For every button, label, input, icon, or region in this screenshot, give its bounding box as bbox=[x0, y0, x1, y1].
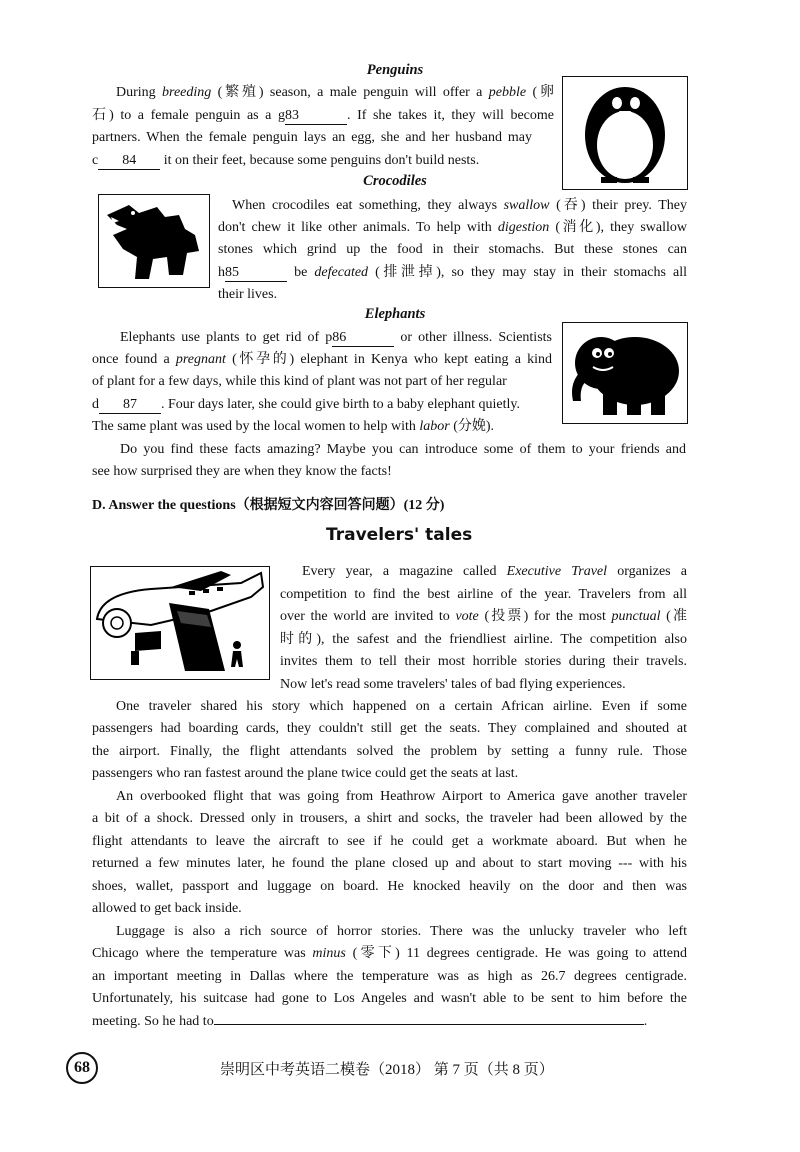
page-footer: 崇明区中考英语二模卷（2018） 第 7 页（共 8 页） bbox=[220, 1062, 554, 1078]
italic-term: breeding bbox=[162, 85, 212, 100]
tales-para3-line-4: returned a few minutes later, he found the plane closed up and about to start moving --- with his bbox=[92, 856, 687, 871]
crocodiles-line-1: When crocodiles eat something, they always swallow (吞) their prey. They bbox=[232, 198, 687, 213]
italic-term: Executive Travel bbox=[506, 564, 608, 579]
answer-line[interactable] bbox=[214, 1024, 644, 1025]
tales-para2-line-1: One traveler shared his story which happened on a certain African airline. Even if some bbox=[116, 699, 687, 714]
penguins-title: Penguins bbox=[366, 62, 424, 78]
answer-blank[interactable]: 85 bbox=[225, 265, 287, 282]
tales-para2-line-2: passengers had boarding cards, they couldn't still get the seats. They complained and shouted at bbox=[92, 721, 687, 736]
tales-para4-line-2: Chicago where the temperature was minus (零下) 11 degrees centigrade. He was going to attend bbox=[92, 946, 687, 961]
penguins-line-3: partners. When the female penguin lays an egg, she and her husband may bbox=[92, 130, 532, 145]
crocodiles-line-4: h85 be defecated (排泄掉), so they may stay in their stomachs all bbox=[218, 265, 687, 280]
answer-blank[interactable]: 83 bbox=[285, 108, 347, 125]
elephant-illustration bbox=[562, 322, 688, 424]
tales-para3-line-3: flight attendants to leave the aircraft to see if he could get a workmate aboard. But when he bbox=[92, 834, 687, 849]
tales-para4-line-4: Unfortunately, his suitcase had gone to Los Angeles and wasn't able to be sent to him before the bbox=[92, 991, 687, 1006]
elephants-line-5: The same plant was used by the local women to help with labor (分娩). bbox=[92, 419, 495, 434]
italic-term: vote bbox=[455, 609, 479, 624]
tales-title: Travelers' tales bbox=[326, 525, 473, 545]
tales-intro-line-2: competition to find the best airline of the year. Travelers from all bbox=[280, 587, 687, 602]
tales-para3-line-2: a bit of a shock. Dressed only in trousers, a shirt and socks, the traveler had been allowed by the bbox=[92, 811, 687, 826]
penguin-illustration bbox=[562, 76, 688, 190]
page-number-badge: 68 bbox=[66, 1052, 98, 1084]
tales-para4-line-3: an important meeting in Dallas where the temperature was as high as 26.7 degrees centigrade. bbox=[92, 969, 687, 984]
crocodiles-title: Crocodiles bbox=[363, 173, 427, 189]
tales-para3-line-1: An overbooked flight that was going from Heathrow Airport to America gave another traveler bbox=[116, 789, 687, 804]
tales-intro-line-5: invites them to tell their most horrible stories during their travels. bbox=[280, 654, 687, 669]
tales-para3-line-6: allowed to get back inside. bbox=[92, 901, 242, 916]
italic-term: minus bbox=[312, 946, 346, 961]
elephants-line-4: d 87 . Four days later, she could give birth to a baby elephant quietly. bbox=[92, 397, 520, 412]
answer-blank[interactable]: 87 bbox=[99, 397, 161, 414]
italic-term: labor bbox=[419, 419, 450, 434]
italic-term: swallow bbox=[503, 198, 550, 213]
crocodile-illustration bbox=[98, 194, 210, 288]
crocodiles-line-3: stones which grind up the food in their stomachs. But these stones can bbox=[218, 242, 687, 257]
penguins-line-1: During breeding (繁殖) season, a male penguin will offer a pebble (卵 bbox=[116, 85, 554, 100]
penguins-line-4: c 84 it on their feet, because some penguins don't build nests. bbox=[92, 153, 480, 168]
elephants-line-3: of plant for a few days, while this kind of plant was not part of her regular bbox=[92, 374, 507, 389]
answer-blank[interactable]: 84 bbox=[98, 153, 160, 170]
tales-intro-line-6: Now let's read some travelers' tales of bad flying experiences. bbox=[280, 677, 626, 692]
tales-intro-line-4: 时的), the safest and the friendliest airline. The competition also bbox=[280, 632, 687, 647]
closing-line-2: see how surprised they are when they know the facts! bbox=[92, 464, 392, 479]
italic-term: pregnant bbox=[175, 352, 226, 367]
tales-para2-line-4: passengers who ran fastest around the plane twice could get the seats at last. bbox=[92, 766, 519, 781]
italic-term: digestion bbox=[497, 220, 550, 235]
crocodiles-line-2: don't chew it like other animals. To help with digestion (消化), they swallow bbox=[218, 220, 687, 235]
elephants-line-1: Elephants use plants to get rid of p86 or other illness. Scientists bbox=[120, 330, 552, 345]
italic-term: punctual bbox=[611, 609, 661, 624]
tales-para2-line-3: the airport. Finally, the flight attendants solved the problem by setting a funny rule. Those bbox=[92, 744, 687, 759]
section-d-heading: D. Answer the questions（根据短文内容回答问题）(12 分) bbox=[92, 498, 445, 513]
tales-para4-line-5: meeting. So he had to . bbox=[92, 1014, 648, 1029]
tales-intro-line-3: over the world are invited to vote (投票) for the most punctual (准 bbox=[280, 609, 687, 624]
tales-para3-line-5: shoes, wallet, passport and luggage on board. He knocked heavily on the door and then was bbox=[92, 879, 687, 894]
tales-intro-line-1: Every year, a magazine called Executive Travel organizes a bbox=[302, 564, 688, 579]
crocodiles-line-5: their lives. bbox=[218, 287, 278, 302]
airplane-illustration bbox=[90, 566, 270, 680]
italic-term: defecated bbox=[314, 265, 369, 280]
italic-term: pebble bbox=[488, 85, 527, 100]
tales-para4-line-1: Luggage is also a rich source of horror stories. There was the unlucky traveler who left bbox=[116, 924, 687, 939]
elephants-line-2: once found a pregnant (怀孕的) elephant in Kenya who kept eating a kind bbox=[92, 352, 552, 367]
answer-blank[interactable]: 86 bbox=[332, 330, 394, 347]
closing-line-1: Do you find these facts amazing? Maybe you can introduce some of them to your friends and bbox=[120, 442, 686, 457]
elephants-title: Elephants bbox=[364, 306, 426, 322]
penguins-line-2: 石) to a female penguin as a g83 . If she takes it, they will become bbox=[92, 108, 554, 123]
